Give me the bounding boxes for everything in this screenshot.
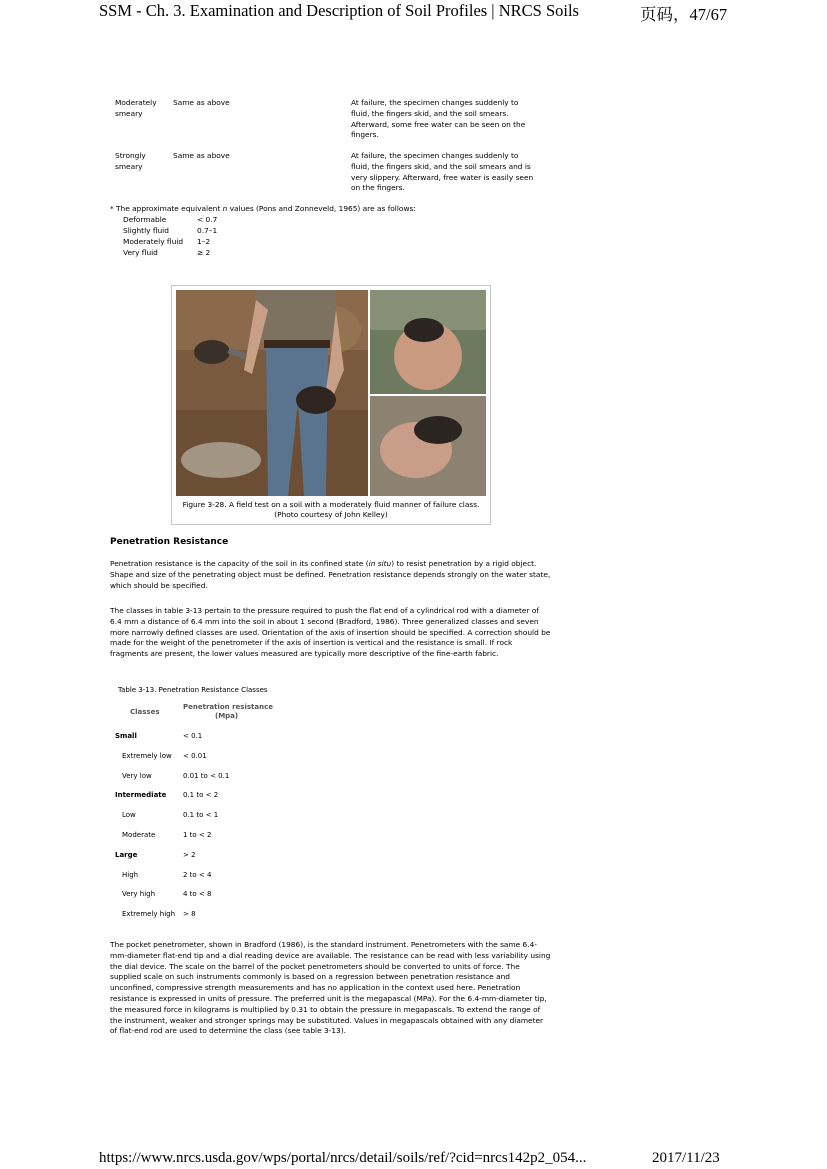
criteria-cell	[351, 151, 533, 194]
class-line: smeary	[115, 108, 143, 118]
footnote-label: Deformable	[123, 215, 167, 224]
row-label: Moderate	[122, 831, 156, 839]
paragraph-text: Penetration resistance is the capacity of the soil in its confined state (	[110, 559, 369, 568]
class-line: Strongly	[115, 151, 146, 160]
figure-caption	[172, 500, 490, 520]
footnote-value: 0.7–1	[197, 226, 218, 235]
caption-credit: (Photo courtesy of John Kelley)	[274, 510, 388, 519]
page-url: https://www.nrcs.usda.gov/wps/portal/nrcs/detail/soils/ref/?cid=nrcs142p2_054...	[99, 1150, 587, 1166]
row-value: < 0.01	[183, 752, 207, 760]
criteria-line: At failure, the specimen changes suddenly to	[351, 151, 519, 160]
row-value: 2 to < 4	[183, 871, 212, 879]
header-line: Penetration resistance	[183, 703, 273, 711]
row-label: Small	[115, 732, 137, 740]
footnote-label: Moderately fluid	[123, 237, 184, 246]
footnote-label: Slightly fluid	[123, 226, 169, 235]
row-label: Very low	[122, 772, 152, 780]
test-cell: Same as above	[173, 151, 230, 160]
paragraph	[110, 559, 552, 591]
row-label: Intermediate	[115, 791, 167, 799]
class-cell	[115, 98, 157, 120]
footnote-value: < 0.7	[197, 215, 218, 224]
paragraph-text: ) to resist penetration by a rigid object. Shape and size of the penetrating object must be defined. Penetration resistance depends strongly on the water state, which should be specified.	[110, 559, 551, 590]
field-test-photo	[176, 290, 486, 496]
footnote-prefix: * The approximate equivalent	[110, 204, 223, 213]
table-caption: Table 3-13. Penetration Resistance Classes	[118, 686, 268, 694]
class-cell	[115, 151, 146, 173]
caption-line: Figure 3-28. A field test on a soil with a moderately fluid manner of failure class.	[182, 500, 480, 509]
criteria-line: fingers.	[351, 130, 379, 140]
criteria-line: At failure, the specimen changes suddenly to	[351, 98, 519, 107]
footnote-intro	[110, 204, 416, 215]
row-value: 1 to < 2	[183, 831, 212, 839]
row-label: Large	[115, 851, 138, 859]
row-value: 4 to < 8	[183, 890, 212, 898]
criteria-cell	[351, 98, 525, 141]
criteria-line: Afterward, some free water can be seen on the	[351, 119, 526, 129]
footnote-label: Very fluid	[123, 248, 158, 257]
footnote-value: 1–2	[197, 237, 211, 246]
row-value: 0.01 to < 0.1	[183, 772, 230, 780]
test-cell: Same as above	[173, 98, 230, 107]
paragraph: The pocket penetrometer, shown in Bradford (1986), is the standard instrument. Penetrometers with the same 6.4-mm-diameter flat-end tip and a dial reading device are available. The resistance can be read with less variability using the dial device. The scale on the barrel of the pocket penetrometers should be converted to units of force. The supplied scale on such instruments commonly is based on a regression between penetration resistance and unconfined, compressive strength measurements and has no application in the context used here. Penetration resistance is expressed in units of pressure. The preferred unit is the megapascal (MPa). For the 6.4-mm-diameter tip, the measured force in kilograms is multiplied by 0.31 to obtain the pressure in megapascals. To extend the range of the instrument, weaker and stronger springs may be substituted. Values in megapascals obtained with any diameter of flat-end rod are used to determine the class (see table 3-13).	[110, 940, 551, 1036]
column-header-resistance	[183, 703, 273, 721]
criteria-line: very slippery. Afterward, free water is easily seen	[351, 172, 534, 182]
page-date: 2017/11/23	[652, 1150, 720, 1166]
criteria-line: on the fingers.	[351, 183, 405, 193]
row-value: < 0.1	[183, 732, 203, 740]
paragraph: The classes in table 3-13 pertain to the pressure required to push the flat end of a cylindrical rod with a diameter of 6.4 mm a distance of 6.4 mm into the soil in about 1 second (Bradford, 1986). Three generalized classes and seven more narrowly defined classes are used. Orientation of the axis of insertion should be specified. A correction should be made for the weight of the penetrometer if the axis of insertion is vertical and the resistance is small. If rock fragments are present, the lower values measured are typically more descriptive of the fine-earth fabric.	[110, 606, 551, 659]
row-value: 0.1 to < 2	[183, 791, 219, 799]
page-header-title: SSM - Ch. 3. Examination and Description of Soil Profiles | NRCS Soils	[99, 1, 579, 20]
row-label: Extremely low	[122, 752, 172, 760]
figure	[171, 285, 491, 525]
paragraph-emphasis: in situ	[368, 559, 392, 568]
section-title: Penetration Resistance	[110, 537, 229, 547]
row-value: > 2	[183, 851, 196, 859]
footnote-suffix: values (Pons and Zonneveld, 1965) are as follows:	[227, 204, 416, 213]
row-value: 0.1 to < 1	[183, 811, 219, 819]
row-label: Extremely high	[122, 910, 176, 918]
row-label: Low	[122, 811, 136, 819]
footnote-n: n	[222, 204, 228, 213]
class-line: Moderately	[115, 98, 157, 107]
criteria-line: fluid, the fingers skid, and the soil smears.	[351, 108, 509, 118]
row-value: > 8	[183, 910, 196, 918]
header-unit: (Mpa)	[215, 712, 239, 720]
column-header-classes: Classes	[130, 708, 160, 716]
class-line: smeary	[115, 161, 143, 171]
row-label: Very high	[122, 890, 156, 898]
page-number: 页码，47/67	[640, 5, 728, 24]
footnote-value: ≥ 2	[197, 248, 211, 257]
row-label: High	[122, 871, 139, 879]
criteria-line: fluid, the fingers skid, and the soil smears and is	[351, 161, 531, 171]
